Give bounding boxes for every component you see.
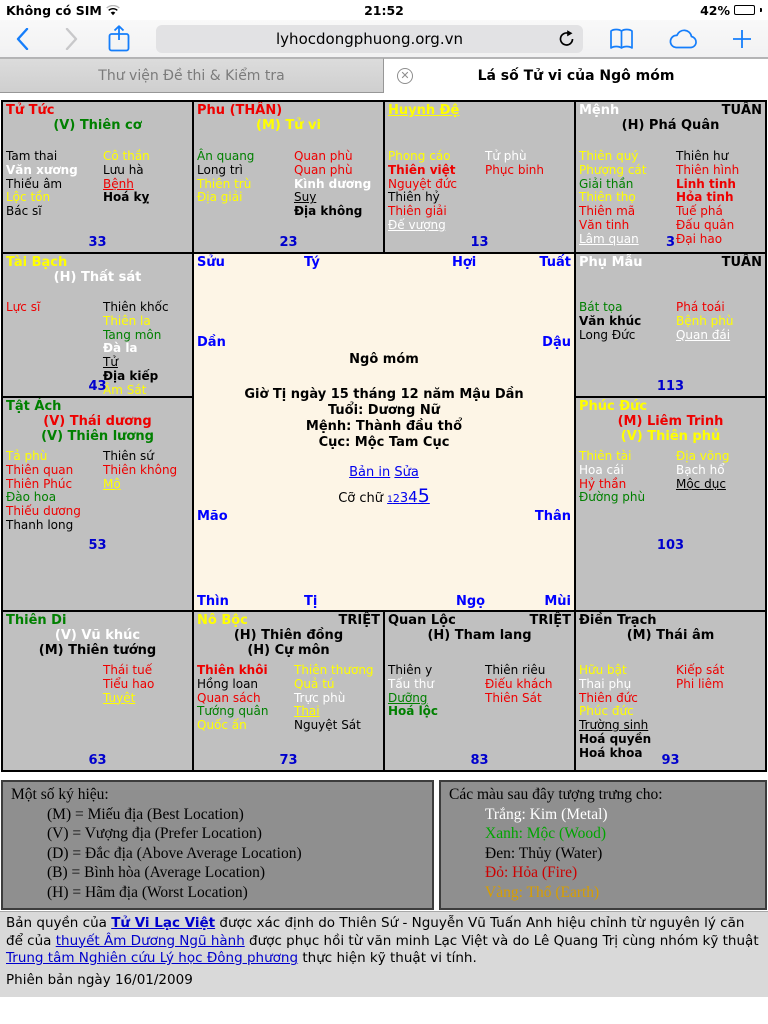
font-size-link-1[interactable]: 1: [387, 495, 393, 505]
star-label: Tử: [102, 355, 118, 370]
star-column-left: [6, 150, 103, 219]
star-label: Văn khúc: [579, 313, 642, 328]
footer-link[interactable]: thuyết Âm Dương Ngũ hành: [55, 932, 245, 949]
star-label: Thai phụ: [579, 676, 632, 691]
star-column-right: [676, 450, 762, 505]
star-label: Phi liêm: [675, 676, 724, 691]
star-label: Thiên thương: [293, 663, 374, 677]
star-column-left: [197, 664, 294, 733]
palace-title-row: [579, 398, 762, 414]
star-label: Quốc ấn: [197, 718, 247, 733]
forward-icon[interactable]: [65, 28, 78, 50]
palace-tat-ach: [2, 397, 193, 611]
legend-section: [1, 780, 767, 910]
palace-header: [579, 102, 762, 150]
main-star: (V) Thái dương: [43, 414, 152, 429]
age-info: Tuổi: Dương Nữ: [327, 403, 440, 418]
star-columns: [579, 664, 762, 761]
star-label: Thiếu âm: [6, 176, 63, 191]
star-label: Thiên hỷ: [388, 190, 440, 205]
branch-dau: Dậu: [542, 335, 571, 350]
palace-title-row: [579, 612, 762, 628]
star-label: Đấu quân: [675, 217, 735, 232]
star-column-right: [294, 150, 380, 219]
font-size-link-5[interactable]: 5: [417, 485, 430, 507]
star-label: Lực sĩ: [6, 300, 41, 314]
palace-name: Phu (THÂN): [197, 103, 283, 118]
palace-header: [579, 612, 762, 664]
star-column-right: [485, 664, 571, 719]
legend-symbol-item: (B) = Bình hòa (Average Location): [47, 864, 266, 881]
star-label: Tướng quân: [197, 704, 269, 719]
palace-header: [579, 254, 762, 301]
palace-header: [6, 102, 189, 150]
star-label: Đà la: [102, 341, 138, 356]
star-label: Long trì: [197, 162, 243, 177]
legend-symbols-title: Một số ký hiệu:: [11, 786, 109, 803]
palace-header: [6, 612, 189, 664]
legend-symbol-item: (D) = Đắc địa (Above Average Location): [47, 844, 302, 862]
menh-info: Mệnh: Thành đầu thổ: [305, 419, 463, 434]
share-icon[interactable]: [108, 25, 130, 52]
palace-title-row: [388, 612, 571, 628]
tab-inactive-label: Thư viện Đề thi & Kiểm tra: [98, 67, 285, 84]
palace-header: [388, 612, 571, 664]
star-column-right: [103, 664, 189, 705]
corner-flag: TRIỆT: [338, 613, 380, 628]
star-columns: [579, 301, 762, 342]
star-label: Thiên Sát: [484, 690, 542, 705]
star-label: Thiên sứ: [102, 449, 154, 463]
star-label: Thai: [293, 704, 320, 719]
star-label: Nguyệt đức: [388, 176, 458, 191]
star-label: Thiên la: [102, 313, 151, 328]
star-label: Nguyệt Sát: [293, 718, 361, 733]
star-label: Thiên mã: [579, 204, 636, 219]
legend-symbols: [1, 780, 434, 910]
star-label: Thiên khôi: [197, 663, 268, 677]
star-columns: [6, 664, 189, 705]
palace-name: Tài Bạch: [6, 255, 68, 270]
star-column-right: [103, 450, 189, 533]
star-label: Mộc dục: [675, 476, 726, 491]
star-label: Hoá lộc: [388, 704, 439, 719]
font-size-link-2[interactable]: 2: [392, 492, 400, 505]
legend-symbol-item: (H) = Hãm địa (Worst Location): [47, 883, 248, 901]
palace-number: 3: [665, 235, 676, 250]
star-label: Phục binh: [484, 162, 545, 177]
battery-icon: [734, 5, 755, 15]
star-label: Linh tinh: [675, 176, 736, 191]
legend-symbol-item: (M) = Miếu địa (Best Location): [47, 805, 244, 823]
star-label: Tả phù: [6, 449, 48, 463]
palace-dien-trach: [575, 611, 766, 771]
star-label: Thiên đức: [579, 690, 638, 705]
copyright-text: [6, 915, 762, 968]
star-label: Phong cáo: [388, 149, 451, 163]
tab-la-so-tu-vi[interactable]: [384, 58, 768, 93]
branch-dan: Dần: [197, 335, 226, 350]
main-star: (V) Vũ khúc: [54, 628, 141, 643]
legend-colors: [439, 780, 767, 910]
palace-name: Điền Trạch: [579, 613, 657, 628]
birth-info: Giờ Tị ngày 15 tháng 12 năm Mậu Dần: [244, 387, 524, 402]
main-star: (H) Cự môn: [247, 643, 330, 658]
main-star: (V) Thiên lương: [41, 429, 154, 444]
font-size-control: [194, 485, 574, 507]
person-name: Ngô móm: [349, 352, 419, 367]
star-label: Giải thần: [579, 176, 634, 191]
star-column-left: [6, 664, 103, 705]
star-label: Tiểu hao: [102, 676, 155, 691]
copyright-footer: [0, 911, 768, 997]
palace-name: Huynh Đệ: [388, 103, 460, 118]
legend-color-item: Xanh: Mộc (Wood): [485, 825, 607, 842]
star-label: Hồng loan: [197, 676, 259, 691]
main-star: (M) Tử vi: [256, 118, 321, 133]
palace-huynh-de: [384, 101, 575, 253]
footer-text-segment: được phục hồi từ văn minh Lạc Việt và do Lê Quang Trị cùng nhóm kỹ thuật: [244, 932, 759, 949]
font-size-label: Cỡ chữ: [338, 491, 383, 506]
palace-title-row: [579, 102, 762, 118]
palace-title-row: [197, 102, 380, 118]
star-label: Địa không: [293, 204, 363, 219]
star-label: Điếu khách: [484, 676, 553, 691]
star-label: Kiếp sát: [675, 663, 725, 677]
star-label: Đại hao: [675, 231, 723, 246]
star-label: Địa kiếp: [102, 368, 159, 383]
tab-thu-vien[interactable]: [0, 58, 384, 93]
print-link[interactable]: Bản in: [349, 465, 391, 480]
star-label: Mộ: [102, 476, 121, 491]
branch-mui: Mùi: [544, 594, 571, 609]
star-label: Lâm quan: [579, 231, 639, 246]
main-star: (H) Thất sát: [53, 270, 142, 285]
star-label: Quan sách: [197, 690, 261, 705]
palace-thien-di: [2, 611, 193, 771]
star-label: Thiên quý: [579, 149, 639, 163]
star-column-left: [388, 150, 485, 233]
star-label: Thiên Phúc: [6, 476, 73, 491]
palace-number: 33: [88, 235, 107, 250]
star-column-left: [579, 150, 676, 247]
star-columns: [579, 150, 762, 247]
font-size-link-3[interactable]: 3: [399, 491, 409, 506]
star-label: Hoá quyền: [579, 731, 652, 746]
main-star: (V) Thiên phủ: [620, 429, 721, 444]
bookmarks-icon[interactable]: [609, 28, 634, 50]
star-label: Thiếu dương: [6, 504, 81, 519]
star-label: Lộc tồn: [6, 190, 51, 205]
star-label: Đế vượng: [388, 217, 446, 232]
carrier-label: Không có SIM: [6, 2, 102, 18]
palace-number: 43: [88, 379, 107, 394]
battery-percent: 42%: [700, 2, 730, 18]
star-label: Hoa cái: [579, 462, 624, 477]
tab-active-label: Lá số Tử vi của Ngô móm: [477, 68, 675, 84]
main-star: (M) Thái âm: [626, 628, 715, 643]
back-icon[interactable]: [16, 28, 29, 50]
star-label: Thanh long: [6, 517, 74, 532]
branch-ngo: Ngọ: [456, 594, 486, 609]
new-tab-icon[interactable]: [732, 29, 752, 49]
star-label: Thiên việt: [388, 162, 456, 177]
star-label: Phá toái: [675, 300, 725, 314]
star-label: Kình dương: [293, 176, 372, 191]
star-columns: [579, 450, 762, 505]
palace-header: [6, 254, 189, 301]
star-label: Thiên thọ: [579, 190, 636, 205]
star-label: Thái tuế: [102, 663, 153, 677]
palace-title-row: [6, 398, 189, 414]
corner-flag: TUẦN: [721, 103, 762, 118]
star-label: Địa võng: [675, 449, 730, 463]
star-label: Quan đái: [675, 327, 731, 342]
palace-phuc-duc: [575, 397, 766, 611]
star-label: Hoá khoa: [579, 745, 643, 760]
legend-colors-title: Các màu sau đây tượng trưng cho:: [449, 786, 663, 803]
star-label: Bát tọa: [579, 300, 623, 314]
star-columns: [197, 150, 380, 219]
legend-symbol-item: (V) = Vượng địa (Prefer Location): [47, 825, 262, 842]
palace-title-row: [6, 612, 189, 628]
branch-mao: Mão: [197, 509, 228, 524]
star-label: Quan phù: [293, 162, 353, 177]
star-label: Bệnh: [102, 176, 134, 191]
star-column-left: [6, 450, 103, 533]
legend-color-item: Đen: Thủy (Water): [485, 844, 603, 862]
palace-tai-bach: [2, 253, 193, 397]
star-column-right: [676, 664, 762, 761]
star-label: Cô thần: [102, 149, 150, 163]
branch-tuat: Tuất: [539, 255, 571, 270]
branch-ty: Tý: [304, 255, 320, 270]
palace-no-boc: [193, 611, 384, 771]
star-label: Phượng cát: [579, 162, 647, 177]
palace-header: [197, 102, 380, 150]
star-label: Bác sĩ: [6, 204, 42, 219]
star-label: Ân quang: [197, 149, 255, 163]
footer-link[interactable]: Trung tâm Nghiên cứu Lý học Đông phương: [6, 950, 299, 966]
palace-number: 83: [470, 753, 489, 768]
cuc-info: Cục: Mộc Tam Cục: [318, 435, 450, 450]
star-column-left: [579, 664, 676, 761]
star-columns: [388, 150, 571, 233]
palace-title-row: [388, 102, 571, 118]
star-label: Lưu hà: [102, 162, 144, 177]
star-label: Thiên tài: [579, 449, 632, 463]
star-label: Trực phù: [293, 690, 346, 705]
star-label: Thiên hư: [675, 149, 729, 163]
star-column-right: [294, 664, 380, 733]
star-column-right: [103, 150, 189, 219]
footer-text-segment: thực hiện kỹ thuật vi tính.: [298, 950, 477, 966]
url-text: lyhocdongphuong.org.vn: [276, 29, 463, 48]
palace-name: Thiên Di: [6, 613, 67, 628]
reload-icon[interactable]: [559, 30, 575, 52]
star-label: Thiên khốc: [102, 300, 169, 314]
star-label: Quan phù: [293, 149, 353, 163]
palace-menh: [575, 101, 766, 253]
palace-title-row: [579, 254, 762, 270]
palace-phu-mau: [575, 253, 766, 397]
clock: 21:52: [364, 2, 404, 18]
star-label: Dưỡng: [388, 690, 428, 705]
palace-title-row: [197, 612, 380, 628]
star-label: Âm Sát: [102, 382, 147, 397]
star-column-left: [579, 301, 676, 342]
star-label: Văn xương: [6, 162, 78, 177]
palace-title-row: [6, 102, 189, 118]
palace-name: Tử Tức: [6, 103, 55, 118]
branch-than: Thân: [534, 509, 571, 524]
tu-vi-chart: [1, 100, 767, 772]
star-label: Đường phù: [579, 490, 646, 505]
star-label: Tang môn: [102, 327, 162, 342]
star-columns: [388, 664, 571, 719]
chart-center: [193, 253, 575, 611]
palace-name: Mệnh: [579, 103, 620, 118]
star-label: Thiên không: [102, 462, 178, 477]
star-label: Tấu thư: [388, 676, 435, 691]
palace-name: Phúc Đức: [579, 399, 648, 414]
star-label: Thiên trù: [197, 176, 252, 191]
star-label: Long Đức: [579, 327, 636, 342]
star-label: Hỷ thần: [579, 476, 627, 491]
star-columns: [6, 450, 189, 533]
url-bar[interactable]: [156, 25, 583, 53]
star-label: Tam thai: [6, 149, 58, 163]
branch-hoi: Hợi: [452, 255, 477, 270]
corner-flag: TRIỆT: [529, 613, 571, 628]
tab-bar: [0, 58, 768, 93]
star-column-left: [197, 150, 294, 219]
star-label: Bạch hổ: [675, 462, 725, 477]
star-label: Thiên y: [388, 663, 433, 677]
palace-tu-tuc: [2, 101, 193, 253]
palace-number: 113: [656, 379, 685, 394]
star-label: Tuyệt: [102, 690, 136, 705]
main-star: (M) Thiên tướng: [38, 643, 157, 658]
main-star: (M) Liêm Trinh: [617, 414, 724, 429]
main-star: (H) Phá Quân: [621, 118, 720, 133]
star-label: Thiên hình: [675, 162, 740, 177]
palace-number: 53: [88, 538, 107, 553]
star-label: Địa giải: [197, 190, 243, 205]
palace-header: [388, 102, 571, 150]
star-label: Hỏa tinh: [675, 190, 734, 205]
edit-link[interactable]: Sửa: [394, 465, 419, 480]
star-column-left: [579, 450, 676, 505]
star-column-right: [676, 150, 762, 247]
cloud-icon[interactable]: [668, 29, 698, 49]
star-label: Thiên giải: [388, 204, 447, 219]
star-label: Tử phù: [484, 149, 527, 163]
palace-number: 103: [656, 538, 685, 553]
star-label: Trường sinh: [579, 718, 649, 733]
main-star: (H) Tham lang: [427, 628, 532, 643]
star-label: Bệnh phù: [675, 313, 734, 328]
palace-name: Quan Lộc: [388, 613, 456, 628]
status-bar: [0, 0, 768, 20]
palace-name: Phụ Mẫu: [579, 255, 643, 270]
star-label: Quả tú: [293, 676, 335, 691]
branch-ti: Tị: [304, 594, 318, 609]
palace-title-row: [6, 254, 189, 270]
branch-thin: Thìn: [197, 594, 229, 609]
legend-color-item: Trắng: Kim (Metal): [485, 805, 608, 823]
star-label: Hoá kỵ: [102, 190, 150, 205]
font-size-link-4[interactable]: 4: [408, 488, 418, 506]
star-columns: [6, 150, 189, 219]
palace-header: [6, 398, 189, 450]
legend-color-item: Đỏ: Hỏa (Fire): [485, 864, 578, 881]
star-label: Tuế phá: [675, 204, 723, 219]
palace-number: 13: [470, 235, 489, 250]
main-star: (V) Thiên cơ: [53, 118, 142, 133]
corner-flag: TUẦN: [721, 255, 762, 270]
footer-link[interactable]: Tử Vi Lạc Việt: [111, 915, 216, 931]
palace-number: 23: [279, 235, 298, 250]
palace-quan-loc: [384, 611, 575, 771]
star-column-left: [388, 664, 485, 719]
star-columns: [197, 664, 380, 733]
star-column-right: [485, 150, 571, 233]
star-label: Phúc đức: [579, 704, 634, 719]
star-label: Suy: [293, 190, 317, 205]
palace-header: [197, 612, 380, 664]
footer-text-segment: Bản quyền của: [6, 915, 112, 931]
footer-text-segment: được xác định do Thiên Sứ - Nguyễn Vũ Tuấn Anh hiệu chỉnh từ nguyên lý căn để của: [6, 915, 745, 949]
palace-header: [579, 398, 762, 450]
browser-toolbar: [0, 20, 768, 58]
star-label: Thiên riêu: [484, 663, 546, 677]
close-tab-icon[interactable]: ✕: [397, 68, 413, 84]
palace-name: Tật Ách: [6, 399, 62, 414]
branch-suu: Sửu: [197, 255, 225, 270]
version-label: Phiên bản ngày 16/01/2009: [6, 971, 193, 988]
palace-number: 93: [661, 753, 680, 768]
main-star: (H) Thiên đồng: [233, 628, 344, 643]
star-label: Văn tinh: [579, 217, 630, 232]
legend-color-item: Vàng: Thổ (Earth): [485, 883, 600, 901]
chart-summary: [194, 352, 574, 507]
palace-number: 73: [279, 753, 298, 768]
star-label: Đào hoa: [6, 490, 57, 505]
palace-name: Nô Bộc: [197, 613, 248, 628]
palace-number: 63: [88, 753, 107, 768]
palace-phu-than: [193, 101, 384, 253]
star-column-right: [676, 301, 762, 342]
star-label: Hữu bật: [579, 663, 627, 677]
star-label: Thiên quan: [6, 462, 74, 477]
